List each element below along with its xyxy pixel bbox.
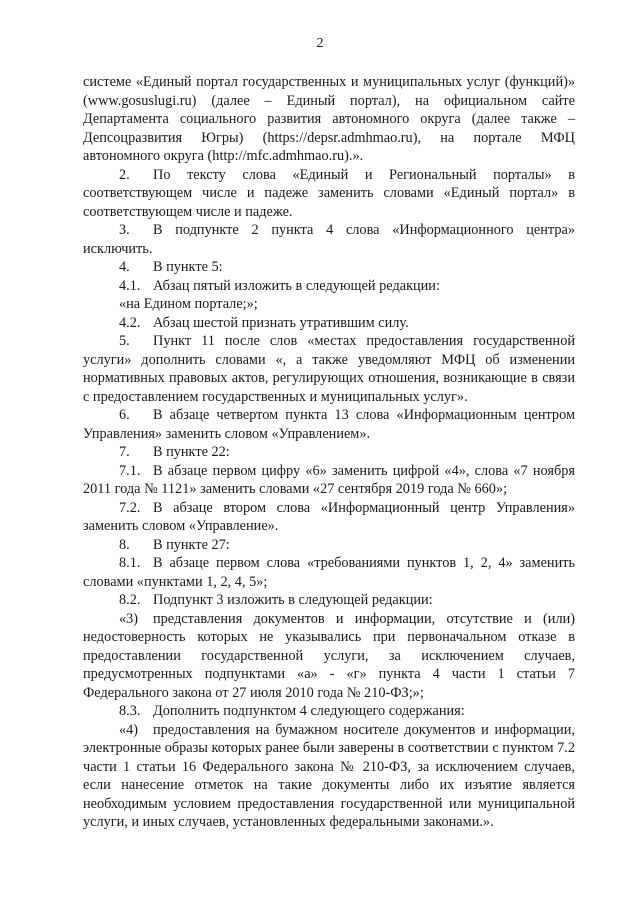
paragraph-quote (83, 295, 575, 314)
paragraph-text: представления документов и информации, отсутствие и (или) недостоверность которых не указывались при первоначальном отказе в предоставлении государственной услуги, за исключением случаев, предусмотренных подпунктами «а» - «г» пункта 4 части 1 статьи 7 Федерального закона от 27 июля 2010 года № 210-ФЗ;»; (83, 610, 575, 701)
paragraph-text: В пункте 22: (153, 444, 230, 460)
item-number: 7.2. (119, 499, 141, 516)
paragraph-text: В пункте 5: (153, 259, 223, 275)
paragraph-text: системе «Единый портал государственных и муниципальных услуг (функций)» (www.gosuslugi.ru) (далее – Единый портал), на официальном сайте Департамента социального развития автономного округа (далее также – Депсоцразвития Югры) (https://depsr.admhmao.ru), на портале МФЦ автономного округа (http://mfc.admhmao.ru).». (83, 74, 575, 164)
paragraph-text: В абзаце четвертом пункта 13 слова «Информационным центром Управления» заменить словом «Управлением». (83, 407, 575, 442)
paragraph-item-4-1 (83, 277, 575, 296)
item-number: 4. (119, 259, 130, 275)
item-number: 8.2. (119, 592, 141, 608)
paragraph-text: Подпункт 3 изложить в следующей редакции: (153, 592, 433, 608)
paragraph-text: Пункт 11 после слов «местах предоставления государственной услуги» дополнить словами «, а также уведомляют МФЦ об изменении нормативных правовых актов, регулирующих отношения, возникающие в связи с предоставлением государственных и муниципальных услуг». (83, 333, 575, 405)
paragraph-item-3 (83, 221, 575, 258)
paragraph-item-7 (83, 443, 575, 462)
paragraph-text: В абзаце первом слова «требованиями пунктов 1, 2, 4» заменить словами «пунктами 1, 2, 4, 5»; (83, 555, 575, 590)
paragraph-text: В абзаце втором слова «Информационный центр Управления» заменить словом «Управление». (83, 499, 575, 534)
paragraph-item-7-1 (83, 462, 575, 499)
item-number: 7. (119, 444, 130, 460)
paragraph-subitem-4 (83, 721, 575, 832)
item-number: 3. (119, 222, 130, 238)
paragraph-text: «на Едином портале;»; (119, 296, 258, 312)
document-body (83, 73, 575, 832)
item-number: 4.2. (119, 314, 141, 331)
paragraph-item-5 (83, 332, 575, 406)
paragraph-text: В подпункте 2 пункта 4 слова «Информационного центра» исключить. (83, 222, 575, 257)
item-number: 8.3. (119, 703, 141, 719)
item-number: 6. (119, 407, 130, 423)
paragraph-item-4 (83, 258, 575, 277)
page-number: 2 (316, 36, 324, 51)
paragraph-item-8 (83, 536, 575, 555)
paragraph-text: В пункте 27: (153, 536, 230, 553)
paragraph-item-4-2 (83, 314, 575, 333)
paragraph-text: В абзаце первом цифру «6» заменить цифрой «4», слова «7 ноября 2011 года № 1121» заменить словами «27 сентября 2019 года № 660»; (83, 462, 575, 497)
item-number: 7.1. (119, 462, 141, 479)
paragraph-text: Абзац пятый изложить в следующей редакции: (153, 277, 440, 294)
paragraph-text: Абзац шестой признать утратившим силу. (153, 314, 409, 331)
paragraph-item-7-2 (83, 499, 575, 536)
item-number: 5. (119, 333, 130, 349)
paragraph-item-8-1 (83, 554, 575, 591)
paragraph-text: Дополнить подпунктом 4 следующего содержания: (153, 703, 465, 719)
paragraph-text: предоставления на бумажном носителе документов и информации, электронные образы которых ранее были заверены в соответствии с пунктом 7.2 части 1 статьи 16 Федерального закона № 210-ФЗ, за исключением случаев, если нанесение отметок на такие документы либо их изъятие является необходимым условием предоставления государственной или муниципальной услуги, и иных случаев, установленных федеральными законами.». (83, 721, 575, 830)
paragraph-item-8-3 (83, 702, 575, 721)
item-number: «4) (119, 721, 139, 738)
paragraph-continuation (83, 73, 575, 166)
paragraph-item-8-2 (83, 591, 575, 610)
paragraph-text: По тексту слова «Единый и Региональный порталы» в соответствующем числе и падеже заменить словами «Единый портал» в соответствующем числе и падеже. (83, 166, 575, 220)
item-number: 8.1. (119, 555, 141, 571)
paragraph-subitem-3 (83, 610, 575, 703)
item-number: «3) (119, 610, 139, 627)
item-number: 4.1. (119, 277, 141, 294)
item-number: 2. (119, 166, 130, 183)
paragraph-item-2 (83, 166, 575, 222)
paragraph-item-6 (83, 406, 575, 443)
item-number: 8. (119, 536, 130, 553)
